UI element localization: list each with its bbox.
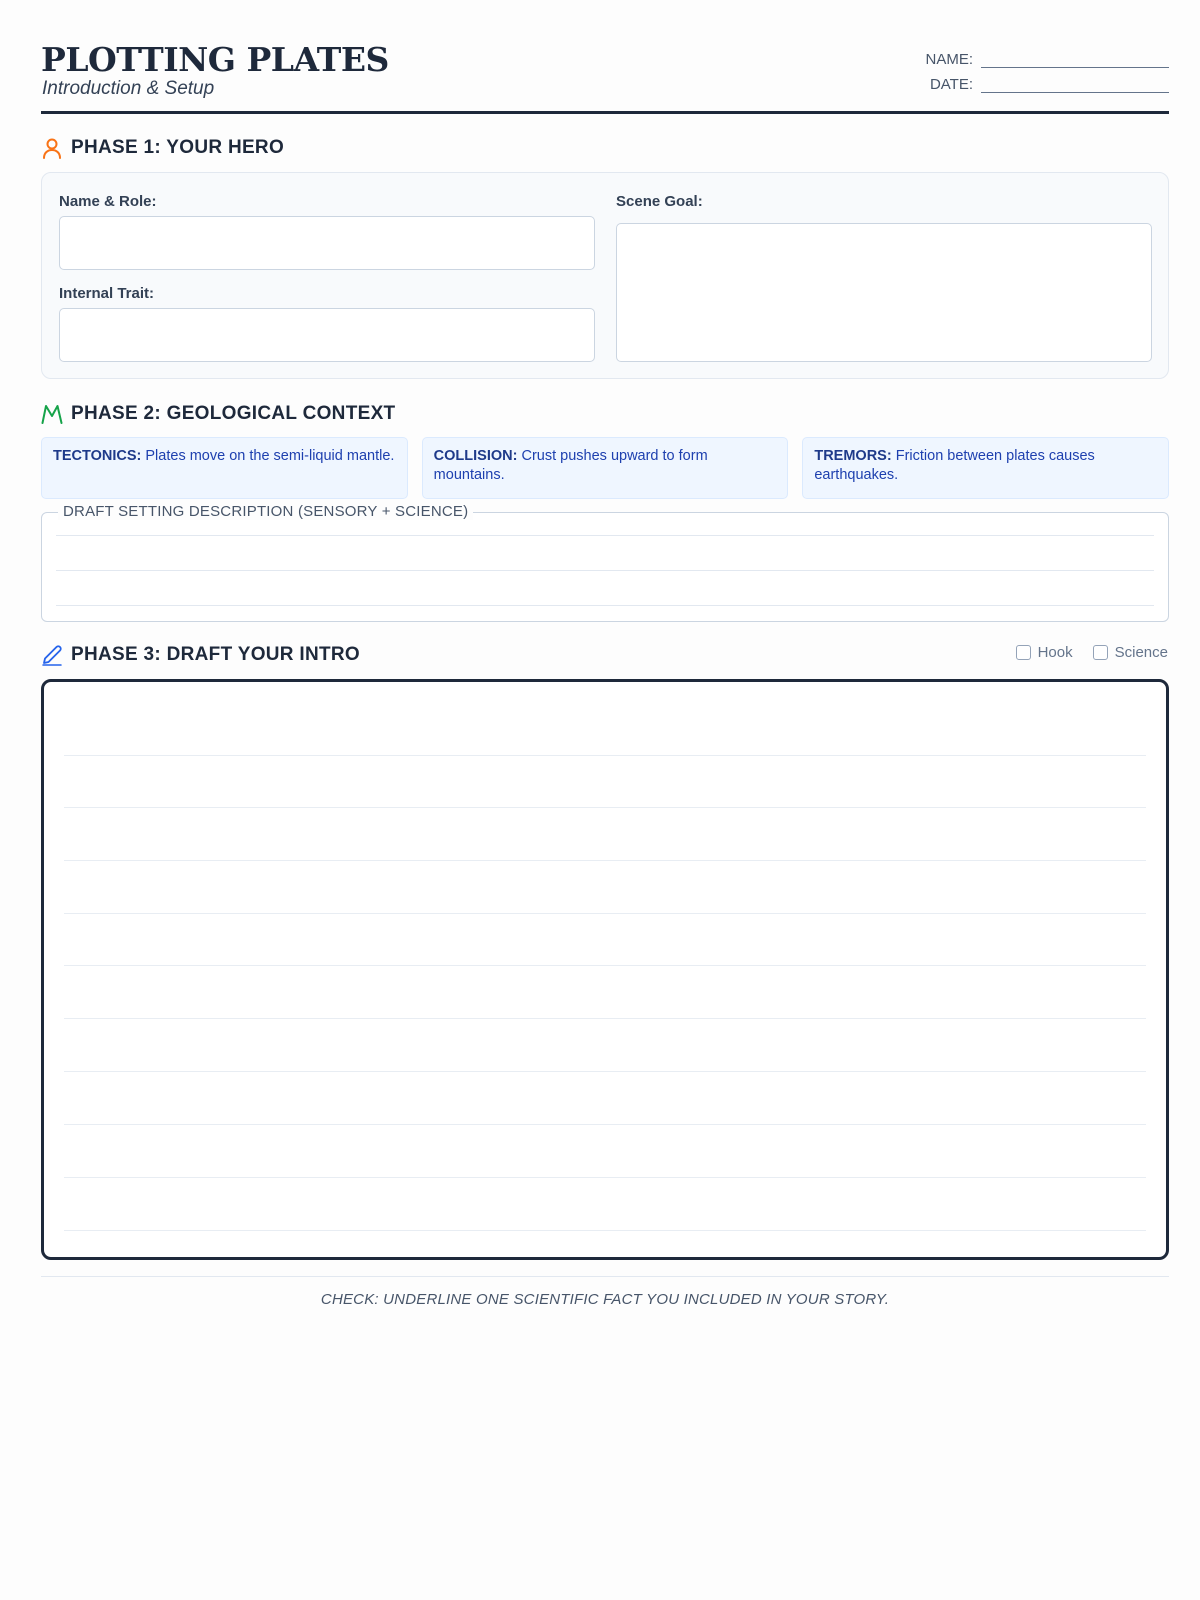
fact-card-tectonics — [41, 437, 408, 499]
footer-instruction: CHECK: UNDERLINE ONE SCIENTIFIC FACT YOU INCLUDED IN YOUR STORY. — [320, 1291, 890, 1308]
internal-trait-field[interactable] — [59, 308, 595, 362]
name-row — [913, 50, 1169, 68]
worksheet-header — [41, 36, 1169, 114]
writing-line — [56, 570, 1154, 571]
pencil-icon — [41, 644, 63, 666]
writing-line — [64, 807, 1146, 808]
phase3-heading — [41, 644, 360, 666]
hook-checkbox[interactable] — [1016, 645, 1031, 660]
phase2-title: PHASE 2: GEOLOGICAL CONTEXT — [71, 403, 396, 424]
page-subtitle: Introduction & Setup — [42, 78, 215, 99]
date-row — [913, 75, 1169, 93]
hook-check-label: Hook — [1037, 644, 1073, 661]
date-line-field[interactable] — [981, 75, 1169, 93]
science-check[interactable] — [1093, 644, 1168, 661]
mountain-icon — [41, 403, 63, 425]
person-icon — [41, 137, 63, 159]
date-label: DATE: — [929, 76, 973, 93]
phase2-heading — [41, 403, 395, 425]
phase3-title: PHASE 3: DRAFT YOUR INTRO — [71, 644, 361, 665]
writing-line — [56, 535, 1154, 536]
science-checkbox[interactable] — [1093, 645, 1108, 660]
hero-panel — [41, 172, 1169, 379]
fact-text: Friction between plates causes earthquakes. — [814, 448, 1095, 483]
phase1-title: PHASE 1: YOUR HERO — [71, 137, 285, 158]
scene-goal-field[interactable] — [616, 223, 1152, 362]
writing-line — [64, 1177, 1146, 1178]
scene-goal-label: Scene Goal: — [616, 193, 703, 210]
name-label: NAME: — [925, 51, 973, 68]
writing-line — [64, 860, 1146, 861]
writing-line — [64, 755, 1146, 756]
setting-description-label: DRAFT SETTING DESCRIPTION (SENSORY + SCIENCE) — [58, 503, 473, 520]
name-role-field[interactable] — [59, 216, 595, 270]
writing-line — [64, 1124, 1146, 1125]
name-role-label: Name & Role: — [59, 193, 157, 210]
fact-card-tremors — [802, 437, 1169, 499]
fact-term: TECTONICS: — [53, 448, 142, 464]
writing-line — [64, 965, 1146, 966]
internal-trait-label: Internal Trait: — [59, 285, 155, 302]
writing-line — [64, 1018, 1146, 1019]
science-check-label: Science — [1114, 644, 1168, 661]
fact-term: TREMORS: — [814, 448, 892, 464]
name-line-field[interactable] — [981, 50, 1169, 68]
fact-text: Plates move on the semi-liquid mantle. — [141, 448, 395, 464]
writing-line — [64, 1230, 1146, 1231]
phase1-heading — [41, 137, 284, 159]
footer-divider — [41, 1276, 1169, 1277]
self-check-group — [1016, 644, 1168, 661]
fact-card-collision — [422, 437, 789, 499]
writing-line — [64, 1071, 1146, 1072]
writing-line — [56, 605, 1154, 606]
fact-text: Crust pushes upward to form mountains. — [433, 448, 708, 483]
intro-draft-area[interactable] — [41, 679, 1169, 1260]
writing-line — [64, 913, 1146, 914]
page-title: PLOTTING PLATES — [41, 40, 389, 79]
fact-term: COLLISION: — [433, 448, 518, 464]
facts-row — [41, 437, 1169, 499]
hook-check[interactable] — [1016, 644, 1073, 661]
setting-description-field[interactable] — [41, 503, 1169, 622]
